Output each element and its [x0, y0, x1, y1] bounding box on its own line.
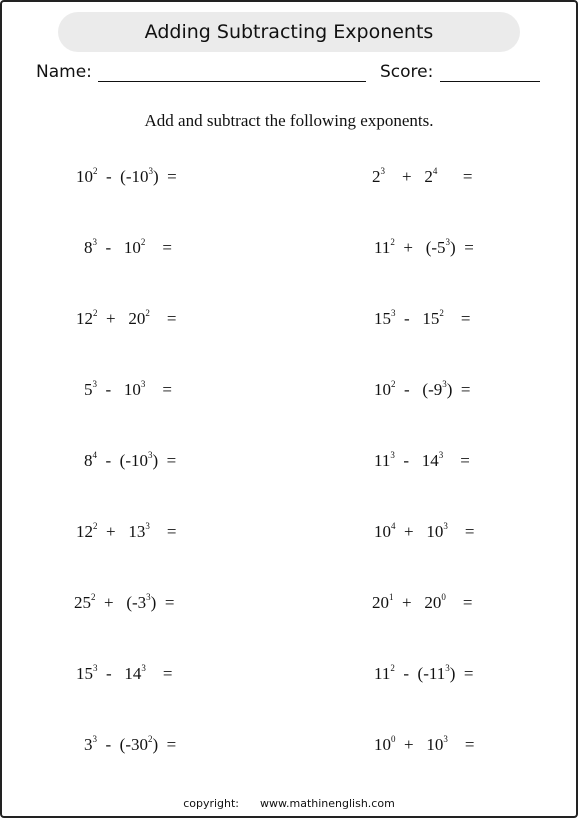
expression-text: 10: [374, 380, 391, 399]
expression-text: ) =: [450, 238, 474, 257]
expression-text: 10: [374, 522, 391, 541]
expression-text: =: [145, 238, 173, 257]
expression-text: + 13: [97, 522, 146, 541]
expression-text: ) =: [150, 593, 175, 612]
exponent: 3: [438, 450, 444, 460]
expression-text: 5: [84, 380, 93, 399]
expression-text: =: [145, 664, 173, 683]
exponent: 4: [432, 166, 438, 176]
instructions: Add and subtract the following exponents.: [144, 111, 434, 130]
problem-left-5: [84, 450, 176, 478]
expression-text: =: [149, 309, 177, 328]
expression-text: 15: [374, 309, 391, 328]
expression-text: =: [437, 167, 473, 186]
exponent: 3: [145, 521, 150, 531]
expression-text: =: [447, 735, 475, 754]
exponent: 2: [390, 663, 395, 673]
expression-text: 15: [76, 664, 93, 683]
expression-text: ) =: [152, 451, 177, 470]
exponent: 3: [92, 237, 97, 247]
expression-text: - 15: [395, 309, 440, 328]
exponent: 2: [145, 308, 150, 318]
expression-text: - 10: [97, 238, 141, 257]
expression-text: 20: [372, 593, 389, 612]
footer: [0, 797, 578, 810]
exponent: 3: [148, 166, 153, 176]
problem-right-7: [372, 592, 472, 620]
expression-text: 10: [374, 735, 391, 754]
exponent: 3: [442, 379, 447, 389]
exponent: 2: [93, 166, 98, 176]
expression-text: 12: [76, 309, 93, 328]
score-field[interactable]: [440, 81, 540, 82]
name-field[interactable]: [98, 81, 366, 82]
exponent: 2: [391, 379, 396, 389]
expression-text: =: [445, 593, 473, 612]
problem-left-1: [76, 166, 177, 194]
expression-text: - (-10: [97, 451, 148, 470]
exponent: 3: [146, 592, 151, 602]
expression-text: + (-3: [95, 593, 147, 612]
problem-right-3: [374, 308, 471, 336]
expression-text: + 20: [393, 593, 442, 612]
problem-left-2: [84, 237, 172, 265]
exponent: 3: [93, 663, 98, 673]
exponent: 3: [141, 663, 146, 673]
worksheet-title-banner: [58, 12, 520, 52]
worksheet-title: Adding Subtracting Exponents: [144, 21, 434, 43]
exponent: 0: [391, 734, 396, 744]
expression-text: =: [443, 451, 470, 470]
expression-text: - 14: [97, 664, 142, 683]
expression-text: 8: [84, 451, 93, 470]
problem-right-9: [374, 734, 474, 762]
problem-right-5: [374, 450, 470, 478]
problem-left-7: [74, 592, 174, 620]
score-label: Score:: [380, 62, 434, 82]
exponent: 3: [391, 308, 396, 318]
exponent: 3: [92, 379, 97, 389]
expression-text: =: [443, 309, 471, 328]
expression-text: 3: [84, 735, 93, 754]
expression-text: 10: [76, 167, 93, 186]
expression-text: =: [145, 380, 173, 399]
exponent: 4: [92, 450, 97, 460]
expression-text: 8: [84, 238, 93, 257]
problem-left-9: [84, 734, 176, 762]
exponent: 4: [391, 521, 396, 531]
exponent: 3: [380, 166, 385, 176]
exponent: 3: [443, 734, 448, 744]
expression-text: 25: [74, 593, 91, 612]
expression-text: - (-30: [97, 735, 148, 754]
expression-text: + 2: [385, 167, 433, 186]
expression-text: + 10: [395, 522, 444, 541]
exponent: 3: [92, 734, 97, 744]
expression-text: - 14: [394, 451, 439, 470]
exponent: 3: [443, 521, 448, 531]
expression-text: + 10: [395, 735, 444, 754]
expression-text: 12: [76, 522, 93, 541]
problem-right-2: [374, 237, 474, 265]
problem-left-3: [76, 308, 176, 336]
expression-text: ) =: [449, 664, 474, 683]
exponent: 3: [390, 450, 395, 460]
problem-left-4: [84, 379, 172, 407]
problem-left-6: [76, 521, 176, 549]
expression-text: - (-10: [97, 167, 149, 186]
exponent: 2: [93, 308, 98, 318]
expression-text: 11: [374, 451, 391, 470]
problem-right-8: [374, 663, 473, 691]
exponent: 2: [147, 734, 153, 744]
expression-text: 2: [372, 167, 381, 186]
exponent: 2: [439, 308, 444, 318]
problem-right-4: [374, 379, 470, 407]
problem-right-1: [372, 166, 472, 194]
exponent: 0: [441, 592, 446, 602]
problem-left-8: [76, 663, 173, 691]
problem-right-6: [374, 521, 474, 549]
expression-text: ) =: [152, 167, 177, 186]
expression-text: =: [447, 522, 475, 541]
expression-text: + 20: [97, 309, 146, 328]
expression-text: =: [149, 522, 177, 541]
expression-text: 11: [374, 238, 391, 257]
exponent: 2: [140, 237, 146, 247]
exponent: 2: [390, 237, 395, 247]
expression-text: ) =: [446, 380, 471, 399]
name-score-row: [36, 62, 546, 86]
name-label: Name:: [36, 62, 92, 82]
expression-text: ) =: [152, 735, 177, 754]
expression-text: - (-9: [395, 380, 443, 399]
expression-text: - (-11: [394, 664, 446, 683]
exponent: 3: [140, 379, 146, 389]
expression-text: 11: [374, 664, 391, 683]
expression-text: + (-5: [394, 238, 446, 257]
exponent: 3: [445, 237, 451, 247]
expression-text: - 10: [97, 380, 141, 399]
exponent: 2: [93, 521, 98, 531]
exponent: 2: [91, 592, 96, 602]
exponent: 1: [389, 592, 394, 602]
exponent: 3: [147, 450, 153, 460]
exponent: 3: [445, 663, 450, 673]
website-link[interactable]: www.mathinenglish.com: [260, 797, 395, 810]
copyright-label: copyright:: [183, 797, 240, 810]
